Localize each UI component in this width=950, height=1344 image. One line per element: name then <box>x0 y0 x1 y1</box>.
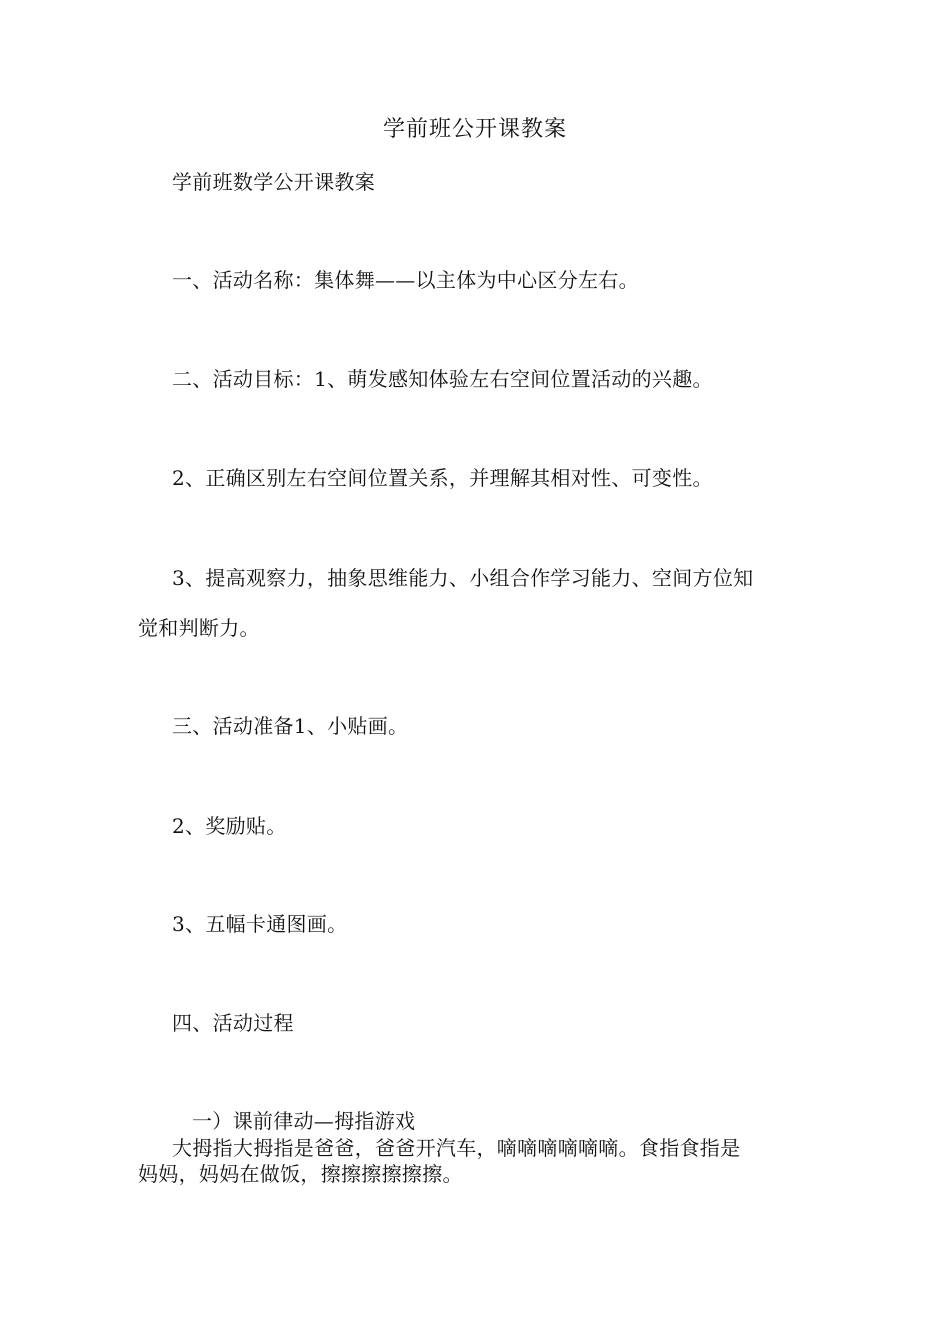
section-one-heading: 一）课前律动—拇指游戏 <box>192 1109 416 1133</box>
prep-line-1: 三、活动准备1、小贴画。 <box>172 714 409 738</box>
activity-name-line: 一、活动名称：集体舞——以主体为中心区分左右。 <box>172 268 639 292</box>
goals-line-3a: 3、提高观察力，抽象思维能力、小组合作学习能力、空间方位知 <box>172 566 754 590</box>
document-title: 学前班公开课教案 <box>382 117 567 142</box>
goals-line-1: 二、活动目标：1、萌发感知体验左右空间位置活动的兴趣。 <box>172 367 713 391</box>
paragraph-line-2: 妈妈，妈妈在做饭，擦擦擦擦擦擦。 <box>138 1162 463 1186</box>
prep-line-3: 3、五幅卡通图画。 <box>172 912 348 936</box>
goals-line-3b: 觉和判断力。 <box>138 616 260 640</box>
goals-line-2: 2、正确区别左右空间位置关系，并理解其相对性、可变性。 <box>172 466 713 490</box>
paragraph-line-1: 大拇指大拇指是爸爸，爸爸开汽车，嘀嘀嘀嘀嘀嘀。食指食指是 <box>172 1136 741 1160</box>
prep-line-2: 2、奖励贴。 <box>172 814 287 838</box>
process-heading: 四、活动过程 <box>172 1011 294 1035</box>
document-subtitle: 学前班数学公开课教案 <box>172 170 375 194</box>
